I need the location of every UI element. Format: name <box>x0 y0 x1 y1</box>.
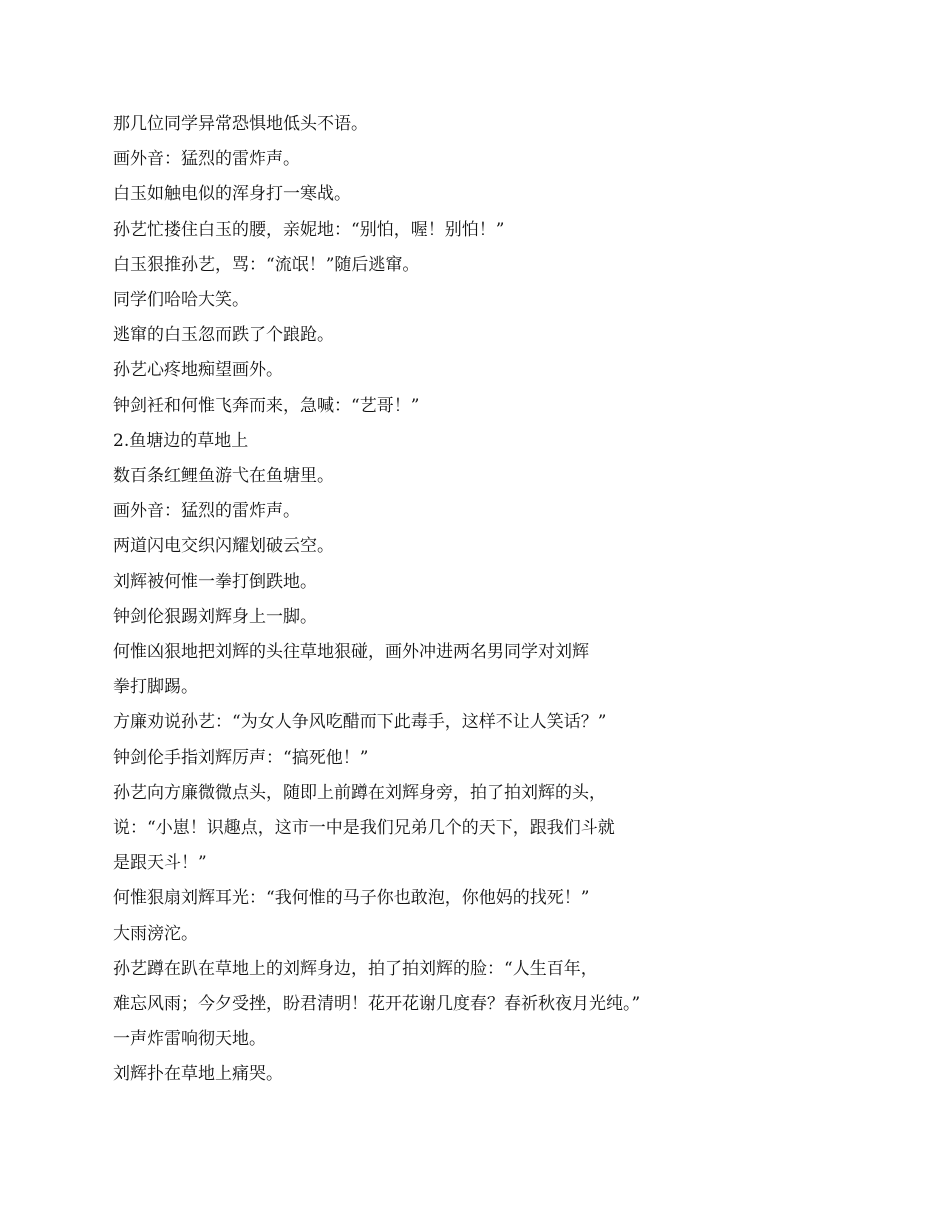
text-line: 何惟凶狠地把刘辉的头往草地狠碰，画外冲进两名男同学对刘辉 <box>113 642 589 663</box>
text-line: 拳打脚踢。 <box>113 677 198 698</box>
text-line: 画外音：猛烈的雷炸声。 <box>113 149 300 170</box>
scene-heading: 2.鱼塘边的草地上 <box>113 430 249 451</box>
text-line: 两道闪电交织闪耀划破云空。 <box>113 536 334 557</box>
text-line: 孙艺向方廉微微点头，随即上前蹲在刘辉身旁，拍了拍刘辉的头， <box>113 782 606 803</box>
text-line: 刘辉扑在草地上痛哭。 <box>113 1064 283 1085</box>
text-line: 一声炸雷响彻天地。 <box>113 1029 266 1050</box>
text-line: 白玉如触电似的浑身打一寒战。 <box>113 184 351 205</box>
text-line: 何惟狠扇刘辉耳光：“我何惟的马子你也敢泡，你他妈的找死！” <box>113 888 590 909</box>
text-line: 大雨滂沱。 <box>113 923 198 944</box>
text-line: 数百条红鲤鱼游弋在鱼塘里。 <box>113 466 334 487</box>
text-line: 逃窜的白玉忽而跌了个踉跄。 <box>113 325 334 346</box>
text-line: 刘辉被何惟一拳打倒跌地。 <box>113 571 317 592</box>
text-line: 难忘风雨；今夕受挫，盼君清明！花开花谢几度春？春祈秋夜月光纯。” <box>113 994 641 1015</box>
text-line: 钟剑伦手指刘辉厉声：“搞死他！” <box>113 747 369 768</box>
text-line: 钟剑伦狠踢刘辉身上一脚。 <box>113 606 317 627</box>
document-body <box>113 107 733 1093</box>
text-line: 孙艺忙搂住白玉的腰，亲妮地：“别怕，喔！别怕！” <box>113 219 505 240</box>
text-line: 画外音：猛烈的雷炸声。 <box>113 501 300 522</box>
text-line: 钟剑衽和何惟飞奔而来，急喊：“艺哥！” <box>113 395 420 416</box>
text-line: 孙艺蹲在趴在草地上的刘辉身边，拍了拍刘辉的脸：“人生百年， <box>113 958 598 979</box>
text-line: 孙艺心疼地痴望画外。 <box>113 360 283 381</box>
text-line: 那几位同学异常恐惧地低头不语。 <box>113 114 368 134</box>
text-line: 白玉狠推孙艺，骂：“流氓！”随后逃窜。 <box>113 254 420 275</box>
text-line: 说：“小崽！识趣点，这市一中是我们兄弟几个的天下，跟我们斗就 <box>113 818 615 839</box>
text-line: 是跟天斗！” <box>113 853 207 874</box>
text-line: 方廉劝说孙艺：“为女人争风吃醋而下此毒手，这样不让人笑话？” <box>113 712 607 733</box>
text-line: 同学们哈哈大笑。 <box>113 290 249 311</box>
